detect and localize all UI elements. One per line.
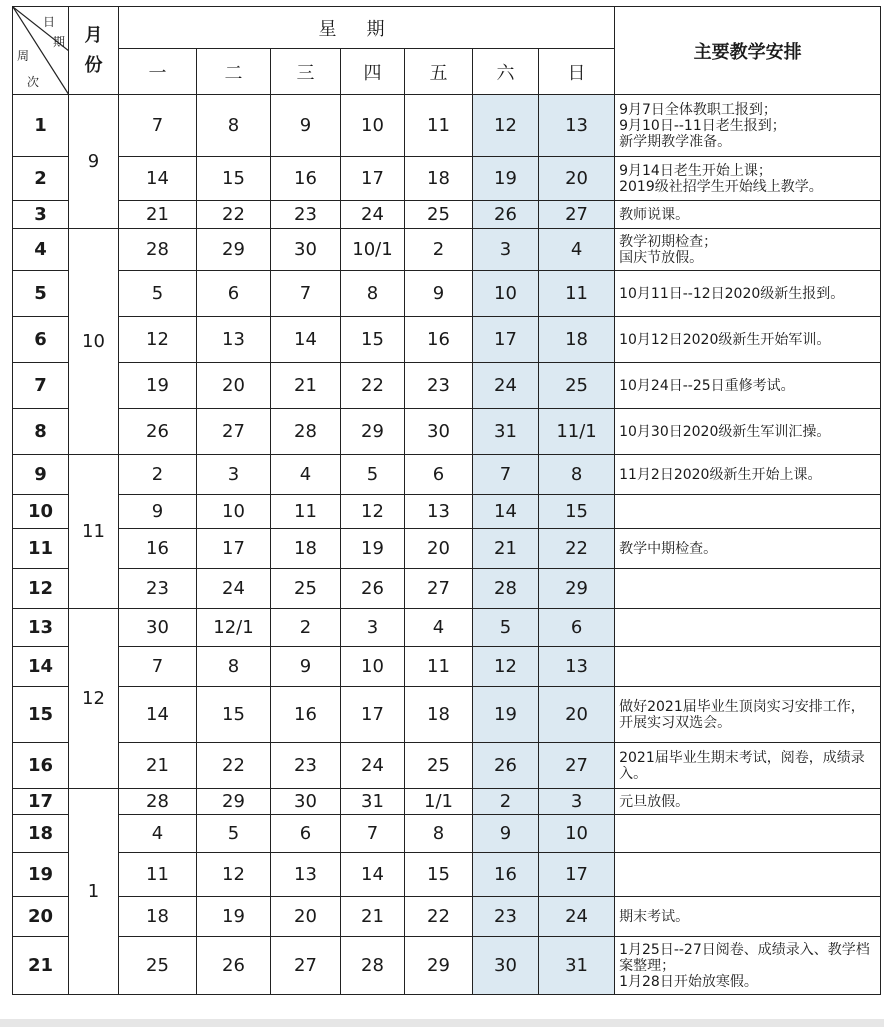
- day-cell: 24: [341, 743, 405, 789]
- day-cell: 30: [271, 789, 341, 815]
- day-cell: 4: [539, 229, 615, 271]
- day-cell: 8: [405, 815, 473, 853]
- schedule-note-cell: 10月30日2020级新生军训汇操。: [615, 409, 881, 455]
- weekday-header-4: 四: [341, 49, 405, 95]
- month-cell: 1: [69, 789, 119, 995]
- day-cell: 21: [473, 529, 539, 569]
- schedule-note-cell: [615, 495, 881, 529]
- day-cell: 18: [119, 897, 197, 937]
- schedule-note-cell: 10月11日--12日2020级新生报到。: [615, 271, 881, 317]
- day-cell: 29: [405, 937, 473, 995]
- schedule-note-cell: 教学中期检查。: [615, 529, 881, 569]
- schedule-note-cell: [615, 815, 881, 853]
- schedule-note-cell: 11月2日2020级新生开始上课。: [615, 455, 881, 495]
- day-cell: 23: [271, 201, 341, 229]
- weekday-header-3: 三: [271, 49, 341, 95]
- day-cell: 26: [341, 569, 405, 609]
- day-cell: 22: [405, 897, 473, 937]
- day-cell: 9: [473, 815, 539, 853]
- day-cell: 11: [119, 853, 197, 897]
- day-cell: 20: [271, 897, 341, 937]
- day-cell: 31: [473, 409, 539, 455]
- week-number-cell: 6: [13, 317, 69, 363]
- week-number-cell: 13: [13, 609, 69, 647]
- schedule-note-cell: 10月12日2020级新生开始军训。: [615, 317, 881, 363]
- day-cell: 24: [473, 363, 539, 409]
- day-cell: 20: [197, 363, 271, 409]
- day-cell: 16: [271, 687, 341, 743]
- weekday-header-6: 六: [473, 49, 539, 95]
- day-cell: 25: [119, 937, 197, 995]
- day-cell: 17: [473, 317, 539, 363]
- day-cell: 15: [405, 853, 473, 897]
- day-cell: 21: [119, 201, 197, 229]
- weekday-header-2: 二: [197, 49, 271, 95]
- day-cell: 27: [197, 409, 271, 455]
- day-cell: 16: [405, 317, 473, 363]
- day-cell: 14: [341, 853, 405, 897]
- day-cell: 28: [119, 789, 197, 815]
- week-number-cell: 9: [13, 455, 69, 495]
- day-cell: 29: [341, 409, 405, 455]
- week-number-cell: 21: [13, 937, 69, 995]
- day-cell: 9: [405, 271, 473, 317]
- day-cell: 20: [539, 157, 615, 201]
- day-cell: 22: [539, 529, 615, 569]
- day-cell: 2: [119, 455, 197, 495]
- day-cell: 8: [197, 95, 271, 157]
- day-cell: 28: [271, 409, 341, 455]
- day-cell: 19: [119, 363, 197, 409]
- day-cell: 6: [539, 609, 615, 647]
- week-number-cell: 3: [13, 201, 69, 229]
- day-cell: 10: [197, 495, 271, 529]
- day-cell: 12: [119, 317, 197, 363]
- week-header: 星期: [119, 7, 615, 49]
- day-cell: 17: [197, 529, 271, 569]
- schedule-note-cell: [615, 853, 881, 897]
- day-cell: 27: [539, 201, 615, 229]
- week-row: [13, 853, 881, 897]
- day-cell: 24: [539, 897, 615, 937]
- day-cell: 19: [473, 687, 539, 743]
- day-cell: 21: [119, 743, 197, 789]
- week-number-cell: 14: [13, 647, 69, 687]
- day-cell: 26: [473, 743, 539, 789]
- day-cell: 7: [271, 271, 341, 317]
- week-number-cell: 16: [13, 743, 69, 789]
- day-cell: 18: [271, 529, 341, 569]
- day-cell: 15: [341, 317, 405, 363]
- day-cell: 20: [405, 529, 473, 569]
- day-cell: 29: [197, 229, 271, 271]
- day-cell: 28: [119, 229, 197, 271]
- day-cell: 17: [341, 687, 405, 743]
- day-cell: 26: [197, 937, 271, 995]
- week-row: [13, 201, 881, 229]
- day-cell: 5: [341, 455, 405, 495]
- day-cell: 2: [473, 789, 539, 815]
- schedule-note-cell: 1月25日--27日阅卷、成绩录入、教学档案整理； 1月28日开始放寒假。: [615, 937, 881, 995]
- month-cell: 11: [69, 455, 119, 609]
- day-cell: 2: [271, 609, 341, 647]
- schedule-note-cell: 教师说课。: [615, 201, 881, 229]
- day-cell: 31: [341, 789, 405, 815]
- corner-week-label: 周: [17, 49, 30, 63]
- day-cell: 21: [341, 897, 405, 937]
- day-cell: 23: [271, 743, 341, 789]
- day-cell: 15: [197, 157, 271, 201]
- day-cell: 19: [197, 897, 271, 937]
- day-cell: 28: [341, 937, 405, 995]
- day-cell: 19: [473, 157, 539, 201]
- week-row: [13, 271, 881, 317]
- day-cell: 15: [539, 495, 615, 529]
- day-cell: 23: [119, 569, 197, 609]
- week-number-cell: 18: [13, 815, 69, 853]
- day-cell: 27: [405, 569, 473, 609]
- day-cell: 3: [539, 789, 615, 815]
- day-cell: 5: [197, 815, 271, 853]
- schedule-note-cell: 做好2021届毕业生顶岗实习安排工作，开展实习双选会。: [615, 687, 881, 743]
- day-cell: 5: [119, 271, 197, 317]
- day-cell: 3: [473, 229, 539, 271]
- day-cell: 25: [539, 363, 615, 409]
- week-number-cell: 7: [13, 363, 69, 409]
- day-cell: 15: [197, 687, 271, 743]
- day-cell: 8: [197, 647, 271, 687]
- day-cell: 18: [405, 157, 473, 201]
- week-row: [13, 647, 881, 687]
- day-cell: 20: [539, 687, 615, 743]
- schedule-note-cell: [615, 609, 881, 647]
- day-cell: 2: [405, 229, 473, 271]
- week-row: [13, 95, 881, 157]
- day-cell: 4: [405, 609, 473, 647]
- day-cell: 14: [119, 157, 197, 201]
- day-cell: 27: [539, 743, 615, 789]
- day-cell: 23: [405, 363, 473, 409]
- week-row: [13, 815, 881, 853]
- day-cell: 30: [473, 937, 539, 995]
- corner-seq-label: 次: [27, 75, 40, 89]
- day-cell: 7: [119, 95, 197, 157]
- day-cell: 11: [271, 495, 341, 529]
- day-cell: 7: [119, 647, 197, 687]
- schedule-note-cell: 元旦放假。: [615, 789, 881, 815]
- day-cell: 23: [473, 897, 539, 937]
- day-cell: 24: [341, 201, 405, 229]
- day-cell: 8: [341, 271, 405, 317]
- day-cell: 22: [341, 363, 405, 409]
- schedule-note-cell: 9月7日全体教职工报到； 9月10日--11日老生报到； 新学期教学准备。: [615, 95, 881, 157]
- month-cell: 9: [69, 95, 119, 229]
- corner-day-label: 日: [43, 15, 56, 29]
- day-cell: 11/1: [539, 409, 615, 455]
- schedule-note-cell: [615, 569, 881, 609]
- day-cell: 14: [473, 495, 539, 529]
- week-number-cell: 5: [13, 271, 69, 317]
- day-cell: 7: [341, 815, 405, 853]
- school-calendar-table: [12, 6, 881, 995]
- day-cell: 29: [197, 789, 271, 815]
- day-cell: 6: [271, 815, 341, 853]
- week-number-cell: 8: [13, 409, 69, 455]
- day-cell: 5: [473, 609, 539, 647]
- day-cell: 4: [271, 455, 341, 495]
- calendar-body: [13, 95, 881, 995]
- day-cell: 22: [197, 743, 271, 789]
- schedule-note-cell: 9月14日老生开始上课； 2019级社招学生开始线上教学。: [615, 157, 881, 201]
- day-cell: 3: [341, 609, 405, 647]
- week-row: [13, 495, 881, 529]
- schedule-note-cell: 10月24日--25日重修考试。: [615, 363, 881, 409]
- month-header-label: 月份: [84, 24, 103, 76]
- day-cell: 29: [539, 569, 615, 609]
- day-cell: 9: [119, 495, 197, 529]
- day-cell: 13: [405, 495, 473, 529]
- day-cell: 7: [473, 455, 539, 495]
- week-number-cell: 20: [13, 897, 69, 937]
- month-cell: 10: [69, 229, 119, 455]
- day-cell: 16: [271, 157, 341, 201]
- corner-header-cell: [13, 7, 69, 95]
- day-cell: 18: [405, 687, 473, 743]
- day-cell: 11: [405, 647, 473, 687]
- week-row: [13, 317, 881, 363]
- day-cell: 10: [539, 815, 615, 853]
- bottom-bar: [0, 1019, 884, 1027]
- day-cell: 21: [271, 363, 341, 409]
- week-row: [13, 687, 881, 743]
- day-cell: 13: [539, 95, 615, 157]
- day-cell: 16: [119, 529, 197, 569]
- day-cell: 4: [119, 815, 197, 853]
- day-cell: 10/1: [341, 229, 405, 271]
- day-cell: 30: [119, 609, 197, 647]
- day-cell: 6: [197, 271, 271, 317]
- day-cell: 17: [341, 157, 405, 201]
- corner-period-label: 期: [53, 35, 66, 49]
- week-row: [13, 455, 881, 495]
- week-row: [13, 789, 881, 815]
- week-row: [13, 529, 881, 569]
- day-cell: 25: [405, 743, 473, 789]
- day-cell: 13: [271, 853, 341, 897]
- day-cell: 3: [197, 455, 271, 495]
- week-row: [13, 743, 881, 789]
- day-cell: 13: [197, 317, 271, 363]
- day-cell: 12/1: [197, 609, 271, 647]
- day-cell: 8: [539, 455, 615, 495]
- day-cell: 22: [197, 201, 271, 229]
- day-cell: 27: [271, 937, 341, 995]
- day-cell: 19: [341, 529, 405, 569]
- month-header: [69, 7, 119, 95]
- day-cell: 17: [539, 853, 615, 897]
- day-cell: 24: [197, 569, 271, 609]
- month-cell: 12: [69, 609, 119, 789]
- day-cell: 13: [539, 647, 615, 687]
- schedule-note-cell: 期末考试。: [615, 897, 881, 937]
- day-cell: 25: [271, 569, 341, 609]
- day-cell: 30: [271, 229, 341, 271]
- week-row: [13, 897, 881, 937]
- day-cell: 10: [341, 95, 405, 157]
- day-cell: 12: [341, 495, 405, 529]
- day-cell: 1/1: [405, 789, 473, 815]
- weekday-header-7: 日: [539, 49, 615, 95]
- week-number-cell: 15: [13, 687, 69, 743]
- day-cell: 11: [405, 95, 473, 157]
- week-number-cell: 12: [13, 569, 69, 609]
- week-number-cell: 2: [13, 157, 69, 201]
- week-row: [13, 569, 881, 609]
- week-row: [13, 229, 881, 271]
- day-cell: 30: [405, 409, 473, 455]
- week-number-cell: 4: [13, 229, 69, 271]
- week-row: [13, 157, 881, 201]
- week-number-cell: 19: [13, 853, 69, 897]
- schedule-note-cell: [615, 647, 881, 687]
- schedule-note-cell: 教学初期检查； 国庆节放假。: [615, 229, 881, 271]
- week-row: [13, 363, 881, 409]
- day-cell: 6: [405, 455, 473, 495]
- day-cell: 18: [539, 317, 615, 363]
- day-cell: 12: [473, 95, 539, 157]
- week-row: [13, 409, 881, 455]
- day-cell: 16: [473, 853, 539, 897]
- week-number-cell: 11: [13, 529, 69, 569]
- day-cell: 9: [271, 95, 341, 157]
- day-cell: 26: [119, 409, 197, 455]
- day-cell: 10: [341, 647, 405, 687]
- day-cell: 9: [271, 647, 341, 687]
- day-cell: 12: [197, 853, 271, 897]
- day-cell: 11: [539, 271, 615, 317]
- week-number-cell: 1: [13, 95, 69, 157]
- week-number-cell: 17: [13, 789, 69, 815]
- day-cell: 31: [539, 937, 615, 995]
- schedule-header: 主要教学安排: [615, 7, 881, 95]
- weekday-header-5: 五: [405, 49, 473, 95]
- day-cell: 14: [271, 317, 341, 363]
- day-cell: 10: [473, 271, 539, 317]
- day-cell: 28: [473, 569, 539, 609]
- day-cell: 25: [405, 201, 473, 229]
- weekday-header-1: 一: [119, 49, 197, 95]
- week-row: [13, 609, 881, 647]
- day-cell: 26: [473, 201, 539, 229]
- day-cell: 14: [119, 687, 197, 743]
- week-row: [13, 937, 881, 995]
- week-number-cell: 10: [13, 495, 69, 529]
- schedule-note-cell: 2021届毕业生期末考试，阅卷，成绩录入。: [615, 743, 881, 789]
- day-cell: 12: [473, 647, 539, 687]
